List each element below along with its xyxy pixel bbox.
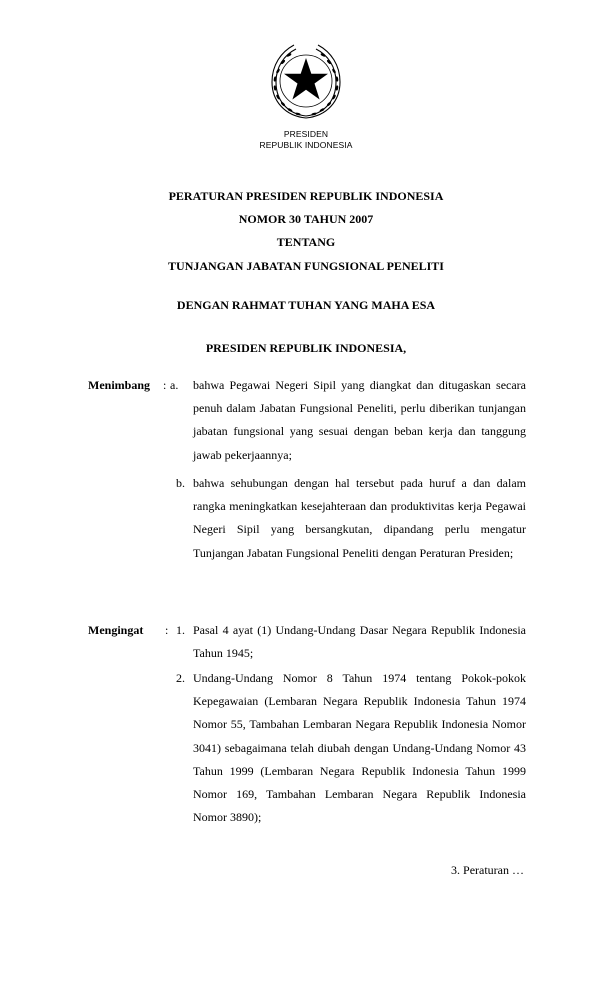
regulation-subject: TUNJANGAN JABATAN FUNGSIONAL PENELITI <box>168 259 444 273</box>
menimbang-item-b-marker: b. <box>176 476 185 490</box>
garuda-star-emblem-icon <box>266 41 346 121</box>
president-heading: PRESIDEN REPUBLIK INDONESIA, <box>205 341 407 355</box>
regulation-number: NOMOR 30 TAHUN 2007 <box>238 212 374 226</box>
menimbang-item-a-marker: a. <box>170 378 179 392</box>
menimbang-item-a-text: bahwa Pegawai Negeri Sipil yang diangkat dan ditugaskan secara penuh dalam Jabatan Fungsional Peneliti, perlu diberikan tunjangan jabatan fungsional yang sesuai dengan beban kerja dan tanggung jawab pekerjaannya; <box>193 378 526 462</box>
regulation-title: PERATURAN PRESIDEN REPUBLIK INDONESIA <box>168 189 444 203</box>
mengingat-item-2-marker: 2. <box>176 671 185 685</box>
menimbang-colon: : <box>163 378 167 392</box>
emblem-caption-line1: PRESIDEN <box>283 129 329 139</box>
mengingat-label: Mengingat <box>88 623 144 637</box>
page-continuation: 3. Peraturan … <box>451 863 524 877</box>
menimbang-label: Menimbang <box>88 378 151 392</box>
mengingat-item-1-text: Pasal 4 ayat (1) Undang-Undang Dasar Negara Republik Indonesia Tahun 1945; <box>193 623 526 661</box>
regulation-about: TENTANG <box>276 235 336 249</box>
mengingat-colon: : <box>165 623 169 637</box>
mengingat-item-2-text: Undang-Undang Nomor 8 Tahun 1974 tentang Pokok-pokok Kepegawaian (Lembaran Negara Republik Indonesia Tahun 1974 Nomor 55, Tambahan Lembaran Negara Republik Indonesia Nomor 3041) sebagaimana telah diubah dengan Undang-Undang Nomor 43 Tahun 1999 (Lembaran Negara Republik Indonesia Tahun 1999 Nomor 169, Tambahan Lembaran Negara Republik Indonesia Nomor 3890); <box>193 671 526 825</box>
invocation: DENGAN RAHMAT TUHAN YANG MAHA ESA <box>176 298 436 312</box>
emblem-caption-line2: REPUBLIK INDONESIA <box>259 140 353 150</box>
mengingat-item-1-marker: 1. <box>176 623 185 637</box>
menimbang-item-b-text: bahwa sehubungan dengan hal tersebut pada huruf a dan dalam rangka meningkatkan kesejahteraan dan produktivitas kerja Pegawai Negeri Sipil yang bersangkutan, dipandang perlu mengatur Tunjangan Jabatan Fungsional Peneliti dengan Peraturan Presiden; <box>193 476 526 560</box>
